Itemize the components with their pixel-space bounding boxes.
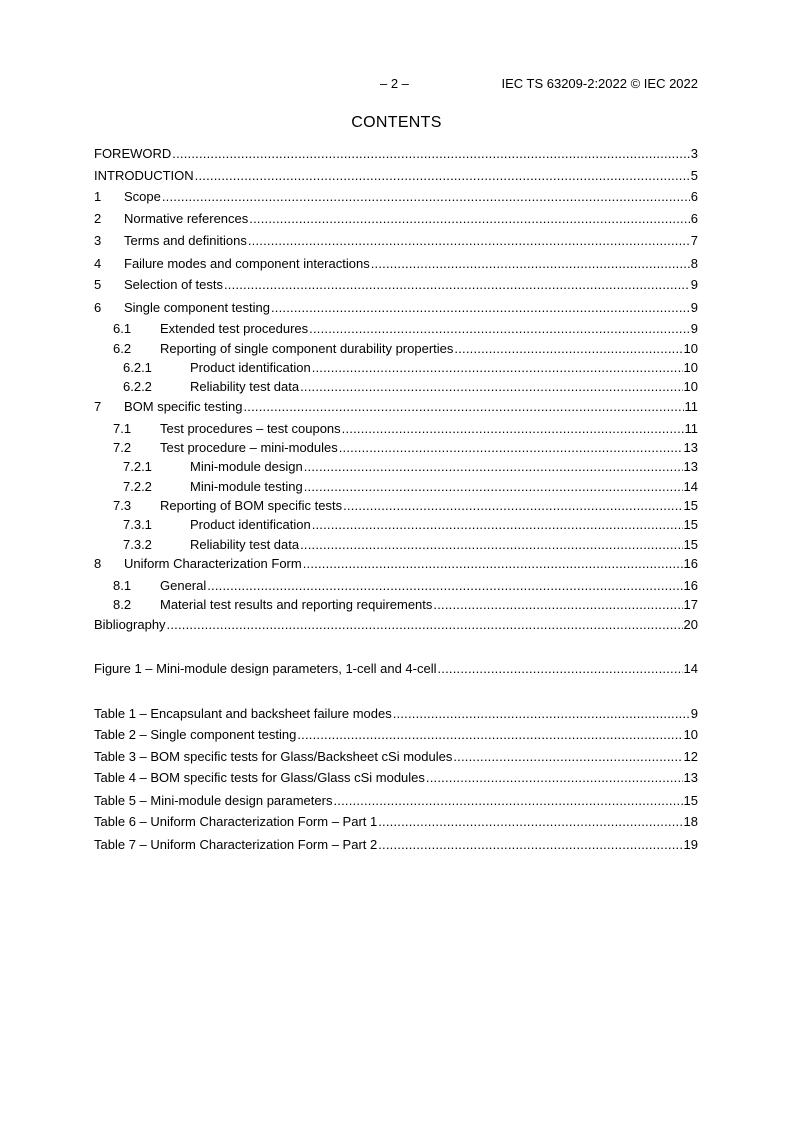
toc-entry-label: Reporting of BOM specific tests bbox=[160, 498, 343, 513]
table-list-entry[interactable] bbox=[94, 793, 698, 809]
toc-entry-page: 15 bbox=[683, 793, 698, 808]
table-list-entry[interactable] bbox=[94, 749, 698, 765]
dot-leader bbox=[378, 837, 682, 853]
dot-leader bbox=[343, 498, 682, 514]
dot-leader bbox=[300, 537, 682, 553]
dot-leader bbox=[342, 421, 684, 437]
toc-entry-label: General bbox=[160, 578, 207, 593]
figure-list-entry[interactable] bbox=[94, 661, 698, 677]
toc-entry-number: 3 bbox=[94, 233, 102, 248]
toc-entry[interactable] bbox=[94, 440, 698, 456]
toc-entry-label: Table 7 – Uniform Characterization Form – Part 2 bbox=[94, 837, 378, 852]
table-list-entry[interactable] bbox=[94, 837, 698, 853]
toc-entry[interactable] bbox=[94, 556, 698, 572]
dot-leader bbox=[195, 168, 690, 184]
toc-entry[interactable] bbox=[94, 321, 698, 337]
toc-entry-label: Test procedures – test coupons bbox=[160, 421, 341, 436]
document-reference: IEC TS 63209-2:2022 © IEC 2022 bbox=[501, 76, 698, 91]
toc-entry-page: 18 bbox=[683, 814, 698, 829]
toc-entry-number: 1 bbox=[94, 189, 102, 204]
toc-entry-label: Table 3 – BOM specific tests for Glass/Backsheet cSi modules bbox=[94, 749, 453, 764]
toc-entry-number: 7.1 bbox=[113, 421, 132, 436]
toc-entry[interactable] bbox=[94, 189, 698, 205]
toc-entry-label: Material test results and reporting requirements bbox=[160, 597, 433, 612]
toc-entry-page: 13 bbox=[683, 459, 698, 474]
table-list-entry[interactable] bbox=[94, 727, 698, 743]
toc-entry-page: 6 bbox=[690, 211, 698, 226]
toc-entry-number: 7.2.1 bbox=[123, 459, 152, 474]
toc-entry-label: Mini-module design bbox=[190, 459, 303, 474]
toc-entry-number: 7.3 bbox=[113, 498, 132, 513]
dot-leader bbox=[378, 814, 682, 830]
dot-leader bbox=[162, 189, 690, 205]
toc-entry-page: 9 bbox=[690, 706, 698, 721]
toc-entry-page: 15 bbox=[683, 537, 698, 552]
toc-entry-page: 11 bbox=[684, 421, 698, 436]
toc-entry[interactable] bbox=[94, 233, 698, 249]
toc-entry[interactable] bbox=[94, 479, 698, 495]
toc-entry-page: 15 bbox=[683, 517, 698, 532]
toc-entry[interactable] bbox=[94, 498, 698, 514]
toc-entry-page: 6 bbox=[690, 189, 698, 204]
table-list-entry[interactable] bbox=[94, 814, 698, 830]
toc-entry-label: Reliability test data bbox=[190, 379, 300, 394]
toc-entry-label: Product identification bbox=[190, 360, 311, 375]
dot-leader bbox=[438, 661, 683, 677]
dot-leader bbox=[309, 321, 690, 337]
dot-leader bbox=[303, 556, 683, 572]
toc-entry-label: Bibliography bbox=[94, 617, 166, 632]
toc-entry-label: Table 5 – Mini-module design parameters bbox=[94, 793, 333, 808]
toc-entry-page: 19 bbox=[683, 837, 698, 852]
dot-leader bbox=[297, 727, 682, 743]
toc-entry-number: 7.2 bbox=[113, 440, 132, 455]
dot-leader bbox=[393, 706, 690, 722]
toc-entry-label: FOREWORD bbox=[94, 146, 172, 161]
toc-entry-label: Table 1 – Encapsulant and backsheet failure modes bbox=[94, 706, 392, 721]
page-number: – 2 – bbox=[380, 76, 409, 91]
toc-entry[interactable] bbox=[94, 617, 698, 633]
toc-entry-label: Figure 1 – Mini-module design parameters, 1-cell and 4-cell bbox=[94, 661, 437, 676]
toc-entry-page: 14 bbox=[683, 661, 698, 676]
table-list-entry[interactable] bbox=[94, 706, 698, 722]
toc-entry-label: Reporting of single component durability properties bbox=[160, 341, 454, 356]
toc-entry-label: Table 2 – Single component testing bbox=[94, 727, 297, 742]
dot-leader bbox=[454, 341, 682, 357]
toc-entry-page: 10 bbox=[683, 727, 698, 742]
toc-entry[interactable] bbox=[94, 277, 698, 293]
toc-entry-page: 8 bbox=[690, 256, 698, 271]
dot-leader bbox=[371, 256, 690, 272]
toc-entry-number: 6.1 bbox=[113, 321, 132, 336]
toc-entry-page: 9 bbox=[690, 277, 698, 292]
toc-entry-label: Uniform Characterization Form bbox=[124, 556, 302, 571]
toc-entry[interactable] bbox=[94, 421, 698, 437]
toc-entry[interactable] bbox=[94, 597, 698, 613]
dot-leader bbox=[304, 479, 683, 495]
toc-entry-label: BOM specific testing bbox=[124, 399, 243, 414]
toc-entry-number: 5 bbox=[94, 277, 102, 292]
toc-entry-number: 4 bbox=[94, 256, 102, 271]
dot-leader bbox=[300, 379, 682, 395]
dot-leader bbox=[207, 578, 682, 594]
toc-entry-page: 16 bbox=[683, 556, 698, 571]
toc-entry-page: 20 bbox=[683, 617, 698, 632]
dot-leader bbox=[453, 749, 682, 765]
toc-entry-label: Table 6 – Uniform Characterization Form – Part 1 bbox=[94, 814, 378, 829]
dot-leader bbox=[339, 440, 683, 456]
toc-entry-label: Normative references bbox=[124, 211, 249, 226]
table-list-entry[interactable] bbox=[94, 770, 698, 786]
toc-entry[interactable] bbox=[94, 459, 698, 475]
dot-leader bbox=[271, 300, 690, 316]
toc-entry-page: 10 bbox=[683, 360, 698, 375]
toc-entry-page: 12 bbox=[683, 749, 698, 764]
toc-entry-label: Reliability test data bbox=[190, 537, 300, 552]
toc-entry-label: Mini-module testing bbox=[190, 479, 303, 494]
toc-entry-page: 3 bbox=[690, 146, 698, 161]
toc-entry-number: 7.3.2 bbox=[123, 537, 152, 552]
toc-entry[interactable] bbox=[94, 341, 698, 357]
toc-entry-page: 17 bbox=[683, 597, 698, 612]
toc-entry-label: INTRODUCTION bbox=[94, 168, 194, 183]
dot-leader bbox=[433, 597, 682, 613]
toc-entry[interactable] bbox=[94, 146, 698, 162]
toc-entry-page: 13 bbox=[683, 440, 698, 455]
toc-entry-number: 2 bbox=[94, 211, 102, 226]
dot-leader bbox=[244, 399, 684, 415]
toc-entry-number: 7.3.1 bbox=[123, 517, 152, 532]
toc-entry-page: 9 bbox=[690, 321, 698, 336]
toc-entry[interactable] bbox=[94, 211, 698, 227]
toc-entry-number: 8.1 bbox=[113, 578, 132, 593]
toc-entry-number: 6.2.1 bbox=[123, 360, 152, 375]
dot-leader bbox=[426, 770, 683, 786]
toc-entry-page: 10 bbox=[683, 379, 698, 394]
toc-entry-label: Scope bbox=[124, 189, 161, 204]
toc-entry-number: 6.2.2 bbox=[123, 379, 152, 394]
toc-entry-page: 14 bbox=[683, 479, 698, 494]
dot-leader bbox=[312, 360, 683, 376]
toc-entry-page: 11 bbox=[684, 399, 698, 414]
toc-entry-number: 7 bbox=[94, 399, 102, 414]
dot-leader bbox=[224, 277, 690, 293]
toc-entry-label: Failure modes and component interactions bbox=[124, 256, 370, 271]
toc-entry-label: Selection of tests bbox=[124, 277, 223, 292]
dot-leader bbox=[304, 459, 683, 475]
contents-title: CONTENTS bbox=[351, 114, 442, 131]
dot-leader bbox=[333, 793, 682, 809]
toc-entry-page: 9 bbox=[690, 300, 698, 315]
toc-entry-label: Product identification bbox=[190, 517, 311, 532]
toc-entry[interactable] bbox=[94, 517, 698, 533]
toc-entry[interactable] bbox=[94, 300, 698, 316]
dot-leader bbox=[172, 146, 689, 162]
toc-entry-page: 15 bbox=[683, 498, 698, 513]
dot-leader bbox=[249, 211, 689, 227]
toc-entry[interactable] bbox=[94, 578, 698, 594]
toc-entry-page: 5 bbox=[690, 168, 698, 183]
toc-entry-label: Extended test procedures bbox=[160, 321, 309, 336]
toc-entry[interactable] bbox=[94, 168, 698, 184]
toc-entry[interactable] bbox=[94, 537, 698, 553]
toc-entry-page: 10 bbox=[683, 341, 698, 356]
toc-entry-number: 7.2.2 bbox=[123, 479, 152, 494]
toc-entry-number: 8 bbox=[94, 556, 102, 571]
toc-entry[interactable] bbox=[94, 399, 698, 415]
toc-entry-page: 7 bbox=[690, 233, 698, 248]
toc-entry-number: 8.2 bbox=[113, 597, 132, 612]
toc-entry-page: 16 bbox=[683, 578, 698, 593]
toc-entry-page: 13 bbox=[683, 770, 698, 785]
toc-entry-number: 6.2 bbox=[113, 341, 132, 356]
toc-entry-label: Table 4 – BOM specific tests for Glass/Glass cSi modules bbox=[94, 770, 425, 785]
dot-leader bbox=[312, 517, 683, 533]
toc-entry-number: 6 bbox=[94, 300, 102, 315]
page-header bbox=[0, 76, 793, 94]
dot-leader bbox=[167, 617, 683, 633]
toc-entry[interactable] bbox=[94, 360, 698, 376]
toc-entry-label: Single component testing bbox=[124, 300, 270, 315]
toc-entry-label: Test procedure – mini-modules bbox=[160, 440, 338, 455]
dot-leader bbox=[248, 233, 690, 249]
toc-entry[interactable] bbox=[94, 379, 698, 395]
toc-entry-label: Terms and definitions bbox=[124, 233, 247, 248]
toc-entry[interactable] bbox=[94, 256, 698, 272]
